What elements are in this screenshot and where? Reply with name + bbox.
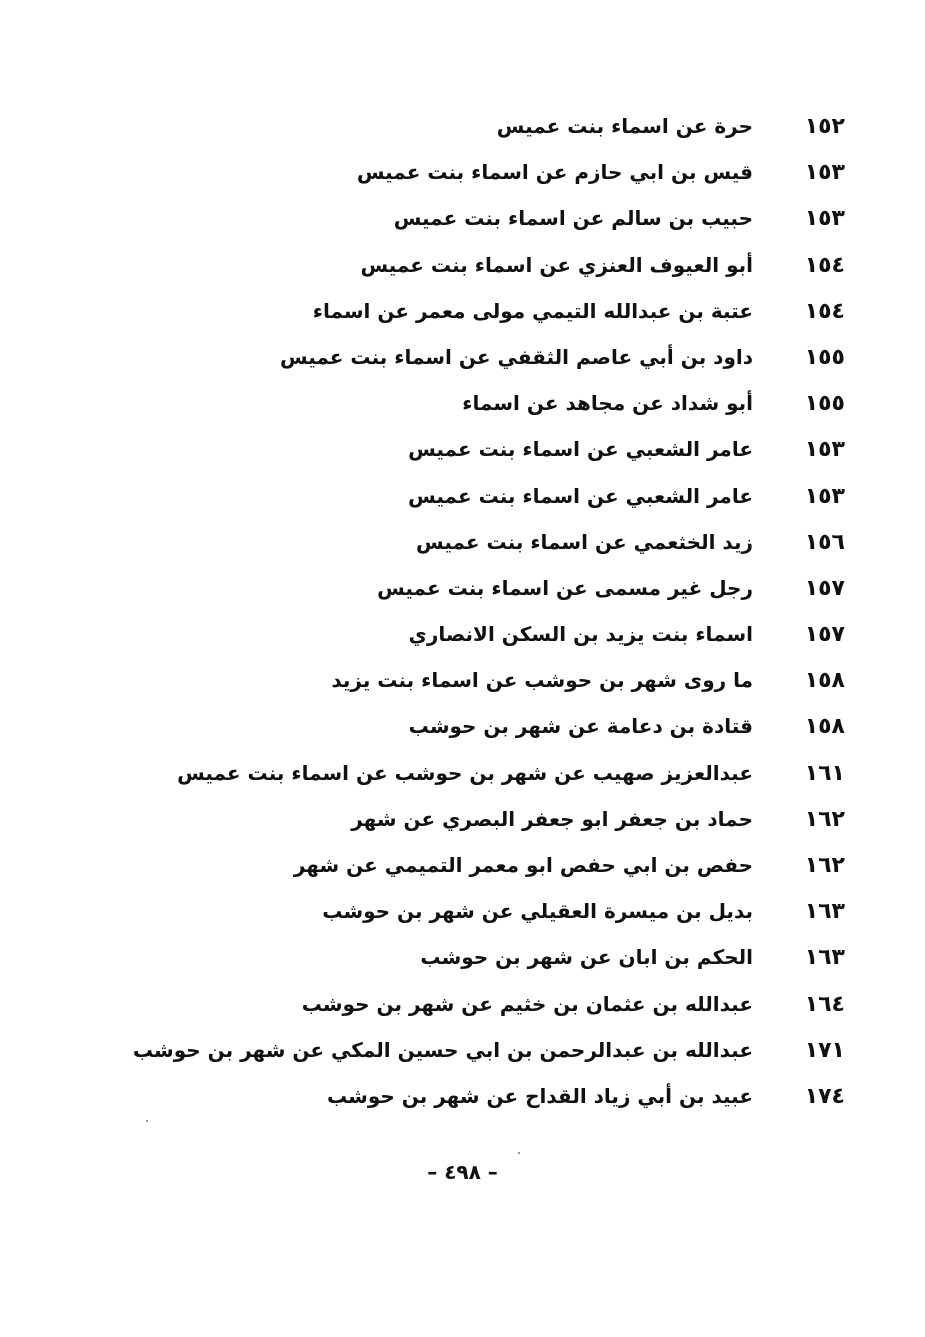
entry-title: حبيب بن سالم عن اسماء بنت عميس — [393, 206, 753, 231]
entry-page-number: ١٦١ — [804, 760, 845, 786]
entry-page-number: ١٥٥ — [804, 391, 845, 417]
entry-page-number: ١٦٢ — [804, 853, 845, 878]
index-entry — [0, 196, 925, 242]
index-entry — [0, 658, 925, 704]
index-entry — [0, 935, 925, 981]
entry-title: أبو العيوف العنزي عن اسماء بنت عميس — [360, 252, 753, 277]
index-entry — [0, 751, 925, 797]
index-entry — [0, 335, 925, 381]
entry-page-number: ١٥٨ — [804, 668, 845, 694]
entry-title: ما روى شهر بن حوشب عن اسماء بنت يزيد — [331, 668, 753, 693]
index-entry — [0, 474, 925, 520]
index-entry — [0, 612, 925, 658]
entry-page-number: ١٦٤ — [804, 991, 845, 1017]
entry-title: عبدالعزيز صهيب عن شهر بن حوشب عن اسماء بنت عميس — [177, 760, 753, 785]
entry-title: الحكم بن ابان عن شهر بن حوشب — [420, 945, 753, 970]
entry-page-number: ١٥٦ — [804, 529, 845, 555]
entry-title: داود بن أبي عاصم الثقفي عن اسماء بنت عميس — [279, 344, 753, 369]
index-entry — [0, 381, 925, 427]
entry-page-number: ١٦٣ — [804, 945, 845, 971]
scan-speck — [518, 1152, 520, 1154]
entry-page-number: ١٥٣ — [804, 160, 845, 186]
entry-title: قتادة بن دعامة عن شهر بن حوشب — [408, 714, 753, 739]
index-entry — [0, 566, 925, 612]
entry-title: عبدالله بن عبدالرحمن بن ابي حسين المكي عن شهر بن حوشب — [132, 1037, 753, 1062]
entry-page-number: ١٧٤ — [804, 1083, 845, 1109]
entry-page-number: ١٥٥ — [804, 344, 845, 370]
index-entry — [0, 797, 925, 843]
index-entry — [0, 1074, 925, 1120]
entry-page-number: ١٧١ — [804, 1037, 845, 1063]
scan-speck — [146, 1120, 148, 1122]
entry-page-number: ١٥٣ — [804, 483, 845, 509]
entry-title: عبدالله بن عثمان بن خثيم عن شهر بن حوشب — [301, 991, 753, 1016]
entry-title: زيد الخثعمي عن اسماء بنت عميس — [416, 529, 753, 554]
entry-page-number: ١٥٧ — [804, 622, 845, 648]
entry-title: رجل غير مسمى عن اسماء بنت عميس — [377, 575, 753, 600]
entry-title: حفص بن ابي حفص ابو معمر التميمي عن شهر — [293, 853, 753, 877]
entry-page-number: ١٥٣ — [804, 206, 845, 232]
entry-page-number: ١٥٤ — [804, 298, 845, 324]
entry-title: عتبة بن عبدالله التيمي مولى معمر عن اسماء — [312, 298, 753, 323]
index-entry — [0, 843, 925, 889]
entry-title: عامر الشعبي عن اسماء بنت عميس — [408, 483, 753, 508]
index-entry — [0, 150, 925, 196]
index-entry — [0, 889, 925, 935]
entry-title: اسماء بنت يزيد بن السكن الانصاري — [408, 622, 753, 647]
index-entry — [0, 1028, 925, 1074]
page-number-footer: – ٤٩٨ – — [427, 1160, 498, 1184]
entry-title: عبيد بن أبي زياد القداح عن شهر بن حوشب — [326, 1083, 753, 1108]
entry-title: حرة عن اسماء بنت عميس — [496, 114, 753, 138]
index-entry — [0, 104, 925, 150]
index-entry — [0, 520, 925, 566]
entry-page-number: ١٥٨ — [804, 714, 845, 740]
entry-page-number: ١٦٢ — [804, 806, 845, 832]
entry-title: قيس بن ابي حازم عن اسماء بنت عميس — [356, 160, 753, 185]
entry-page-number: ١٥٧ — [804, 575, 845, 601]
entry-title: بديل بن ميسرة العقيلي عن شهر بن حوشب — [322, 899, 753, 924]
index-entry — [0, 704, 925, 750]
entry-page-number: ١٦٣ — [804, 899, 845, 925]
index-list — [0, 104, 925, 1120]
entry-page-number: ١٥٤ — [804, 252, 845, 278]
index-entry — [0, 289, 925, 335]
index-entry — [0, 427, 925, 473]
entry-title: أبو شداد عن مجاهد عن اسماء — [462, 391, 753, 416]
entry-title: عامر الشعبي عن اسماء بنت عميس — [408, 437, 753, 462]
entry-page-number: ١٥٢ — [804, 114, 845, 139]
entry-page-number: ١٥٣ — [804, 437, 845, 463]
index-entry — [0, 982, 925, 1028]
index-entry — [0, 243, 925, 289]
entry-title: حماد بن جعفر ابو جعفر البصري عن شهر — [351, 806, 753, 831]
